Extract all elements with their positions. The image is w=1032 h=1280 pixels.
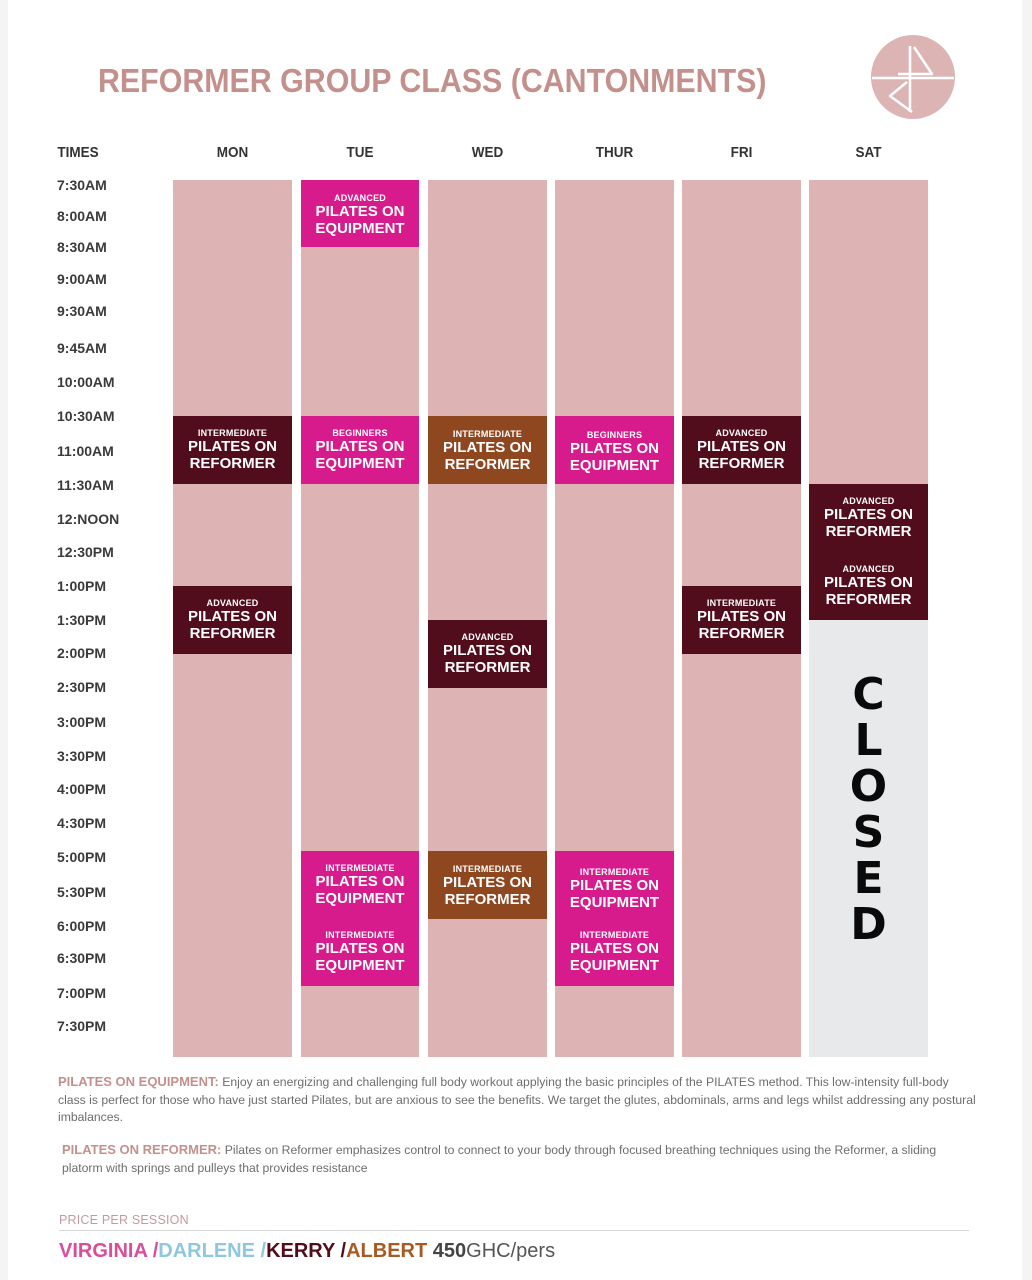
- class-block[interactable]: [173, 416, 292, 484]
- time-label: 7:00PM: [57, 985, 107, 1001]
- day-column-fri: [682, 180, 801, 1057]
- equipment-description-text: Enjoy an energizing and challenging full body workout applying the basic principles of the PILATES method. This low-intensity full-body class is perfect for those who have just started Pilates, but are anxious to see the benefits. We target the glutes, abdominals, arms and legs whilst addressing any postural imbalances.: [58, 1075, 976, 1124]
- class-level: ADVANCED: [842, 564, 895, 574]
- class-level: ADVANCED: [461, 632, 514, 642]
- class-name: REFORMER: [444, 456, 531, 473]
- class-block[interactable]: [682, 586, 801, 654]
- class-name: PILATES ON: [697, 608, 786, 625]
- class-name: REFORMER: [698, 625, 785, 642]
- time-label: 11:30AM: [57, 477, 114, 493]
- class-name: PILATES ON: [315, 872, 405, 890]
- class-block[interactable]: [428, 416, 547, 484]
- class-name: EQUIPMENT: [315, 957, 405, 974]
- time-label: 8:00AM: [57, 208, 107, 224]
- class-block[interactable]: [301, 918, 419, 986]
- time-label: 3:00PM: [57, 714, 107, 730]
- class-block[interactable]: [428, 620, 547, 688]
- class-level: INTERMEDIATE: [706, 598, 777, 608]
- class-name: EQUIPMENT: [569, 957, 660, 974]
- day-column-mon: [173, 180, 292, 1057]
- class-name: EQUIPMENT: [315, 455, 405, 472]
- day-header-wed: WED: [471, 144, 504, 161]
- time-label: 4:30PM: [57, 815, 107, 831]
- day-header-sat: SAT: [855, 144, 882, 161]
- time-label: 1:30PM: [57, 612, 107, 628]
- class-name: PILATES ON: [443, 439, 532, 456]
- time-label: 6:00PM: [57, 918, 107, 934]
- time-label: 6:30PM: [57, 950, 107, 966]
- time-label: 5:30PM: [57, 884, 107, 900]
- equipment-description: [58, 1073, 978, 1127]
- class-name: PILATES ON: [443, 642, 532, 659]
- price-amount: 450: [432, 1240, 467, 1262]
- class-level: BEGINNERS: [586, 430, 643, 440]
- time-label: 2:00PM: [57, 645, 107, 661]
- class-name: PILATES ON: [443, 874, 532, 891]
- class-level: ADVANCED: [206, 598, 259, 608]
- instructor-kerry: KERRY /: [266, 1240, 347, 1262]
- divider: [59, 1230, 969, 1231]
- page-title: REFORMER GROUP CLASS (CANTONMENTS): [98, 62, 767, 99]
- time-label: 7:30PM: [57, 1018, 107, 1034]
- day-column-sat: [809, 180, 928, 1057]
- time-label: 12:NOON: [57, 511, 120, 527]
- instructor-virginia: VIRGINIA /: [59, 1240, 159, 1262]
- class-name: PILATES ON: [188, 438, 277, 455]
- class-level: INTERMEDIATE: [452, 864, 523, 874]
- class-block[interactable]: [682, 416, 801, 484]
- class-name: PILATES ON: [188, 608, 277, 625]
- class-name: PILATES ON: [570, 940, 659, 957]
- day-header-thur: THUR: [595, 144, 634, 161]
- time-label: 9:30AM: [57, 303, 107, 319]
- reformer-description-title: PILATES ON REFORMER:: [62, 1142, 222, 1157]
- class-name: EQUIPMENT: [569, 457, 660, 474]
- class-name: REFORMER: [444, 659, 531, 676]
- class-name: PILATES ON: [824, 574, 913, 591]
- class-name: PILATES ON: [697, 438, 786, 455]
- class-level: BEGINNERS: [332, 428, 388, 438]
- class-name: PILATES ON: [570, 440, 659, 457]
- class-block[interactable]: [555, 851, 674, 918]
- class-block[interactable]: [809, 552, 928, 620]
- time-label: 1:00PM: [57, 578, 107, 594]
- class-block[interactable]: [301, 180, 419, 247]
- class-name: EQUIPMENT: [315, 220, 405, 237]
- day-column-tue: [301, 180, 419, 1057]
- class-name: REFORMER: [189, 455, 276, 472]
- time-label: 3:30PM: [57, 748, 107, 764]
- class-name: REFORMER: [444, 891, 531, 908]
- class-block[interactable]: [555, 416, 674, 484]
- class-level: ADVANCED: [334, 193, 386, 203]
- price-line: [59, 1240, 555, 1263]
- class-block[interactable]: [428, 851, 547, 919]
- price-unit: GHC/pers: [466, 1240, 556, 1262]
- price-label: PRICE PER SESSION: [59, 1213, 189, 1227]
- equipment-description-title: PILATES ON EQUIPMENT:: [58, 1074, 219, 1089]
- class-block[interactable]: [809, 484, 928, 552]
- class-level: INTERMEDIATE: [452, 429, 523, 439]
- class-level: INTERMEDIATE: [325, 862, 395, 873]
- time-label: 2:30PM: [57, 679, 107, 695]
- class-name: EQUIPMENT: [315, 889, 405, 907]
- times-header: TIMES: [57, 144, 99, 161]
- reformer-description-text: Pilates on Reformer emphasizes control to connect to your body through focused breathing techniques using the Reformer, a sliding platorm with springs and pulleys that provides resistance: [62, 1143, 937, 1175]
- time-label: 12:30PM: [57, 544, 114, 560]
- class-block[interactable]: [555, 918, 674, 986]
- time-label: 8:30AM: [57, 239, 107, 255]
- class-name: REFORMER: [189, 625, 276, 642]
- schedule-page: [8, 0, 1022, 1280]
- closed-area: [809, 620, 928, 1057]
- class-name: PILATES ON: [315, 203, 405, 220]
- class-name: PILATES ON: [315, 438, 405, 455]
- class-name: REFORMER: [698, 455, 785, 472]
- reformer-description: [62, 1141, 972, 1177]
- closed-label: C L O S E D: [849, 669, 888, 950]
- time-label: 9:45AM: [57, 340, 107, 356]
- time-label: 11:00AM: [57, 443, 114, 459]
- class-level: ADVANCED: [715, 428, 768, 438]
- instructor-darlene: DARLENE /: [158, 1240, 267, 1262]
- time-label: 10:00AM: [57, 374, 115, 390]
- time-label: 7:30AM: [57, 177, 107, 193]
- class-level: ADVANCED: [842, 496, 895, 506]
- time-label: 5:00PM: [57, 849, 107, 865]
- class-block[interactable]: [173, 586, 292, 654]
- class-block[interactable]: [301, 851, 419, 918]
- time-label: 9:00AM: [57, 271, 107, 287]
- class-level: INTERMEDIATE: [579, 867, 650, 877]
- day-column-wed: [428, 180, 547, 1057]
- class-name: REFORMER: [825, 591, 912, 608]
- class-name: PILATES ON: [315, 940, 405, 957]
- class-block[interactable]: [301, 416, 419, 484]
- day-header-fri: FRI: [730, 144, 753, 161]
- time-label: 4:00PM: [57, 781, 107, 797]
- class-name: PILATES ON: [570, 877, 659, 894]
- instructor-albert: ALBERT: [346, 1240, 433, 1262]
- studio-logo-icon: [870, 34, 956, 120]
- class-name: EQUIPMENT: [569, 894, 660, 911]
- time-label: 10:30AM: [57, 408, 115, 424]
- class-level: INTERMEDIATE: [325, 930, 395, 940]
- class-name: PILATES ON: [824, 506, 913, 523]
- day-header-tue: TUE: [346, 144, 374, 161]
- day-column-thur: [555, 180, 674, 1057]
- class-level: INTERMEDIATE: [579, 930, 650, 940]
- class-name: REFORMER: [825, 523, 912, 540]
- day-header-mon: MON: [216, 144, 249, 161]
- class-level: INTERMEDIATE: [197, 428, 268, 438]
